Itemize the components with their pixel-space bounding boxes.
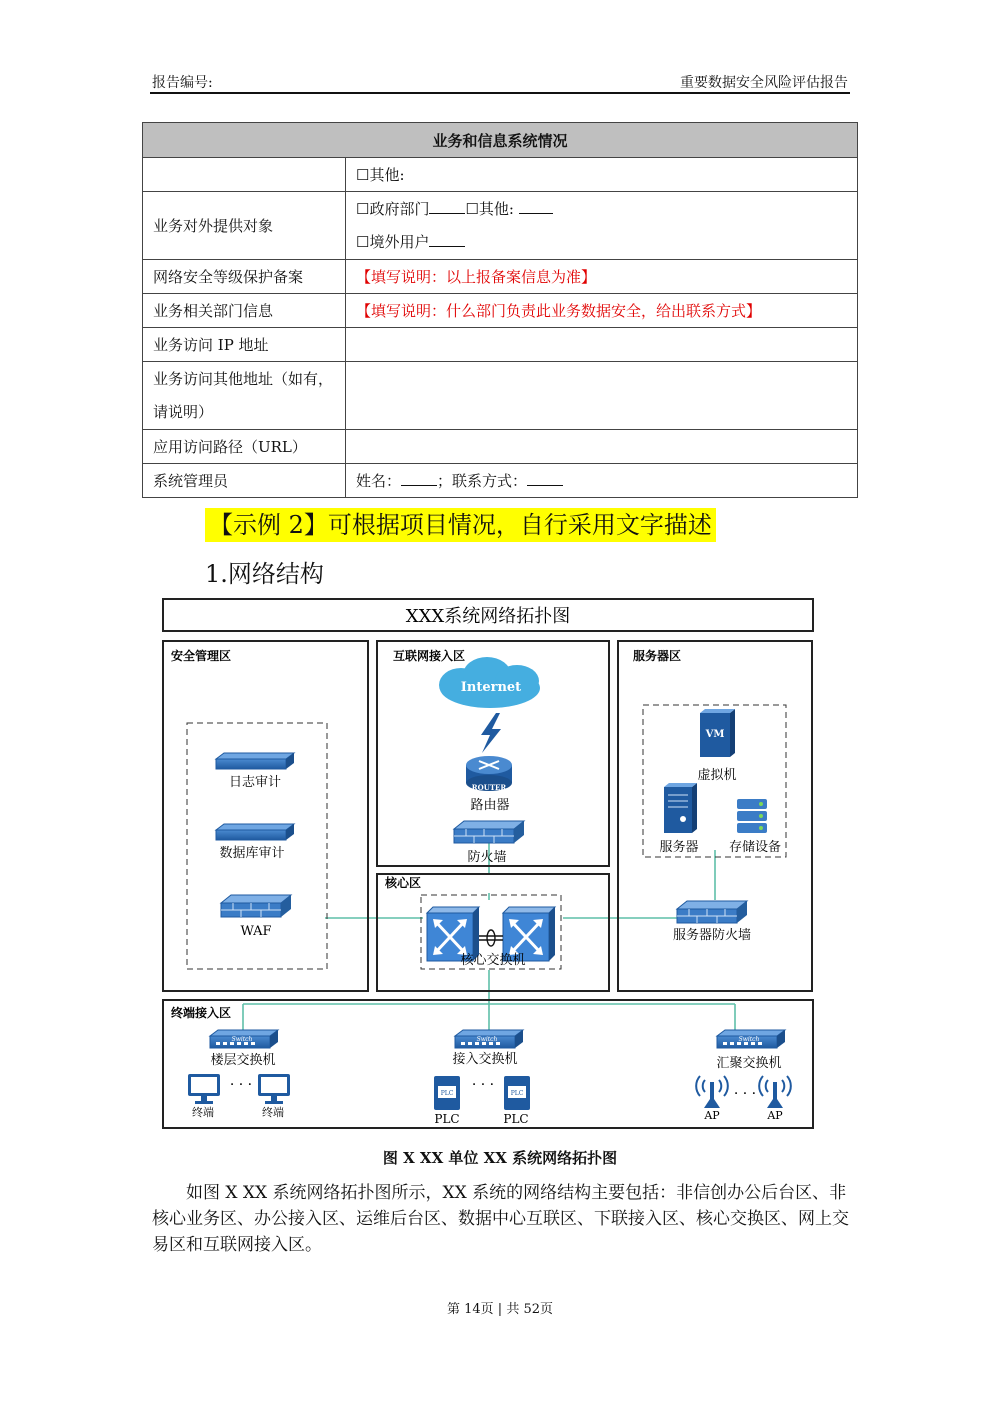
other-option: ☐其他: <box>346 158 858 192</box>
ellipsis: · · · <box>471 1077 495 1093</box>
url-label: 应用访问路径（URL） <box>143 430 346 464</box>
server-zone-label: 服务器区 <box>633 649 682 663</box>
contact-blank <box>527 471 563 486</box>
body-paragraph-text: 如图 X XX 系统网络拓扑图所示，XX 系统的网络结构主要包括：非信创办公后台区、非核心业务区、办公接入区、运维后台区、数据中心互联区、下联接入区、核心交换区、网上交易区和互联网接入区。 <box>152 1183 849 1255</box>
terminal-label: 终端 <box>192 1106 214 1119</box>
storage-label: 存储设备 <box>728 840 782 855</box>
report-number-label: 报告编号: <box>152 75 213 91</box>
firewall-label: 防火墙 <box>467 850 507 865</box>
header-rule <box>150 92 850 94</box>
floor-switch-label: 楼层交换机 <box>210 1053 276 1068</box>
report-title: 重要数据安全风险评估报告 <box>680 75 848 91</box>
waf-label: WAF <box>240 924 272 939</box>
url-value <box>346 430 858 464</box>
network-topology-diagram <box>155 595 820 1135</box>
log-audit-icon <box>216 753 294 769</box>
section-heading: 1.网络结构 <box>205 560 324 588</box>
ellipsis: · · · <box>229 1077 253 1093</box>
access-switch-label: 接入交换机 <box>452 1052 518 1067</box>
db-audit-label: 数据库审计 <box>219 846 285 861</box>
lightning-icon <box>481 713 501 753</box>
db-audit-icon <box>216 824 294 840</box>
ellipsis: · · · <box>733 1086 757 1102</box>
server-firewall-label: 服务器防火墙 <box>672 928 752 943</box>
link-aggregation-icon <box>479 930 503 946</box>
mlps-filing-label: 网络安全等级保护备案 <box>143 260 346 294</box>
vm-label: 虚拟机 <box>697 768 737 783</box>
aggregation-switch-label: 汇聚交换机 <box>716 1056 782 1071</box>
router-label: 路由器 <box>470 798 510 813</box>
internet-zone-label: 互联网接入区 <box>393 649 466 663</box>
other-blank <box>519 199 553 214</box>
mlps-filing-note: 【填写说明：以上报备案信息为准】 <box>346 260 858 294</box>
switch-badge: Switch <box>476 1036 498 1043</box>
plc-badge: PLC <box>440 1090 454 1097</box>
dept-info-label: 业务相关部门信息 <box>143 294 346 328</box>
other-address-label: 业务访问其他地址（如有，请说明） <box>143 362 346 430</box>
sysadmin-value <box>346 464 858 498</box>
body-paragraph <box>152 1180 852 1258</box>
name-blank <box>401 471 437 486</box>
ap-label: AP <box>704 1109 720 1122</box>
core-zone <box>377 874 609 991</box>
core-zone-label: 核心区 <box>385 876 422 890</box>
core-switch-label: 核心交换机 <box>460 953 526 968</box>
other-address-value <box>346 362 858 430</box>
log-audit-label: 日志审计 <box>228 775 282 790</box>
page-footer: 第 14页 | 共 52页 <box>447 1302 553 1317</box>
ip-address-value <box>346 328 858 362</box>
terminal-label: 终端 <box>262 1106 284 1119</box>
vm-badge: VM <box>705 729 725 740</box>
overseas-option: ☐境外用户 <box>356 232 430 251</box>
internet-cloud-label: Internet <box>460 680 522 695</box>
server-label: 服务器 <box>659 840 699 855</box>
terminal-pc-icon <box>188 1074 220 1104</box>
ap-label: AP <box>767 1109 783 1122</box>
plc-badge: PLC <box>510 1090 524 1097</box>
waf-icon <box>221 895 291 917</box>
other-option-2: ☐其他: <box>465 199 514 218</box>
diagram-title: XXX系统网络拓扑图 <box>405 606 571 627</box>
switch-badge: Switch <box>231 1036 253 1043</box>
server-firewall-icon <box>677 901 747 923</box>
table-title: 业务和信息系统情况 <box>143 123 858 158</box>
table-row-label <box>143 158 346 192</box>
sysadmin-label: 系统管理员 <box>143 464 346 498</box>
router-badge: ROUTER <box>471 783 507 792</box>
contact-label: ；联系方式： <box>437 472 528 490</box>
firewall-icon <box>454 821 524 843</box>
server-icon <box>664 783 697 833</box>
ip-address-label: 业务访问 IP 地址 <box>143 328 346 362</box>
gov-blank <box>429 199 465 214</box>
business-info-table <box>142 122 858 498</box>
service-targets-label: 业务对外提供对象 <box>143 192 346 260</box>
overseas-blank <box>429 232 465 247</box>
plc-label: PLC <box>434 1112 460 1126</box>
example-heading: 【示例 2】可根据项目情况，自行采用文字描述 <box>205 508 716 542</box>
ap-icon <box>759 1076 791 1108</box>
figure-caption: 图 X XX 单位 XX 系统网络拓扑图 <box>382 1149 618 1167</box>
security-zone-label: 安全管理区 <box>171 649 232 663</box>
service-targets-options <box>346 192 858 260</box>
gov-option: ☐政府部门 <box>356 199 430 218</box>
name-label: 姓名： <box>356 472 402 490</box>
storage-icon <box>737 799 767 833</box>
plc-label: PLC <box>503 1112 529 1126</box>
terminal-pc-icon <box>258 1074 290 1104</box>
terminal-zone-label: 终端接入区 <box>171 1006 232 1020</box>
dept-info-note: 【填写说明：什么部门负责此业务数据安全，给出联系方式】 <box>346 294 858 328</box>
ap-icon <box>696 1076 728 1108</box>
switch-badge: Switch <box>738 1036 760 1043</box>
